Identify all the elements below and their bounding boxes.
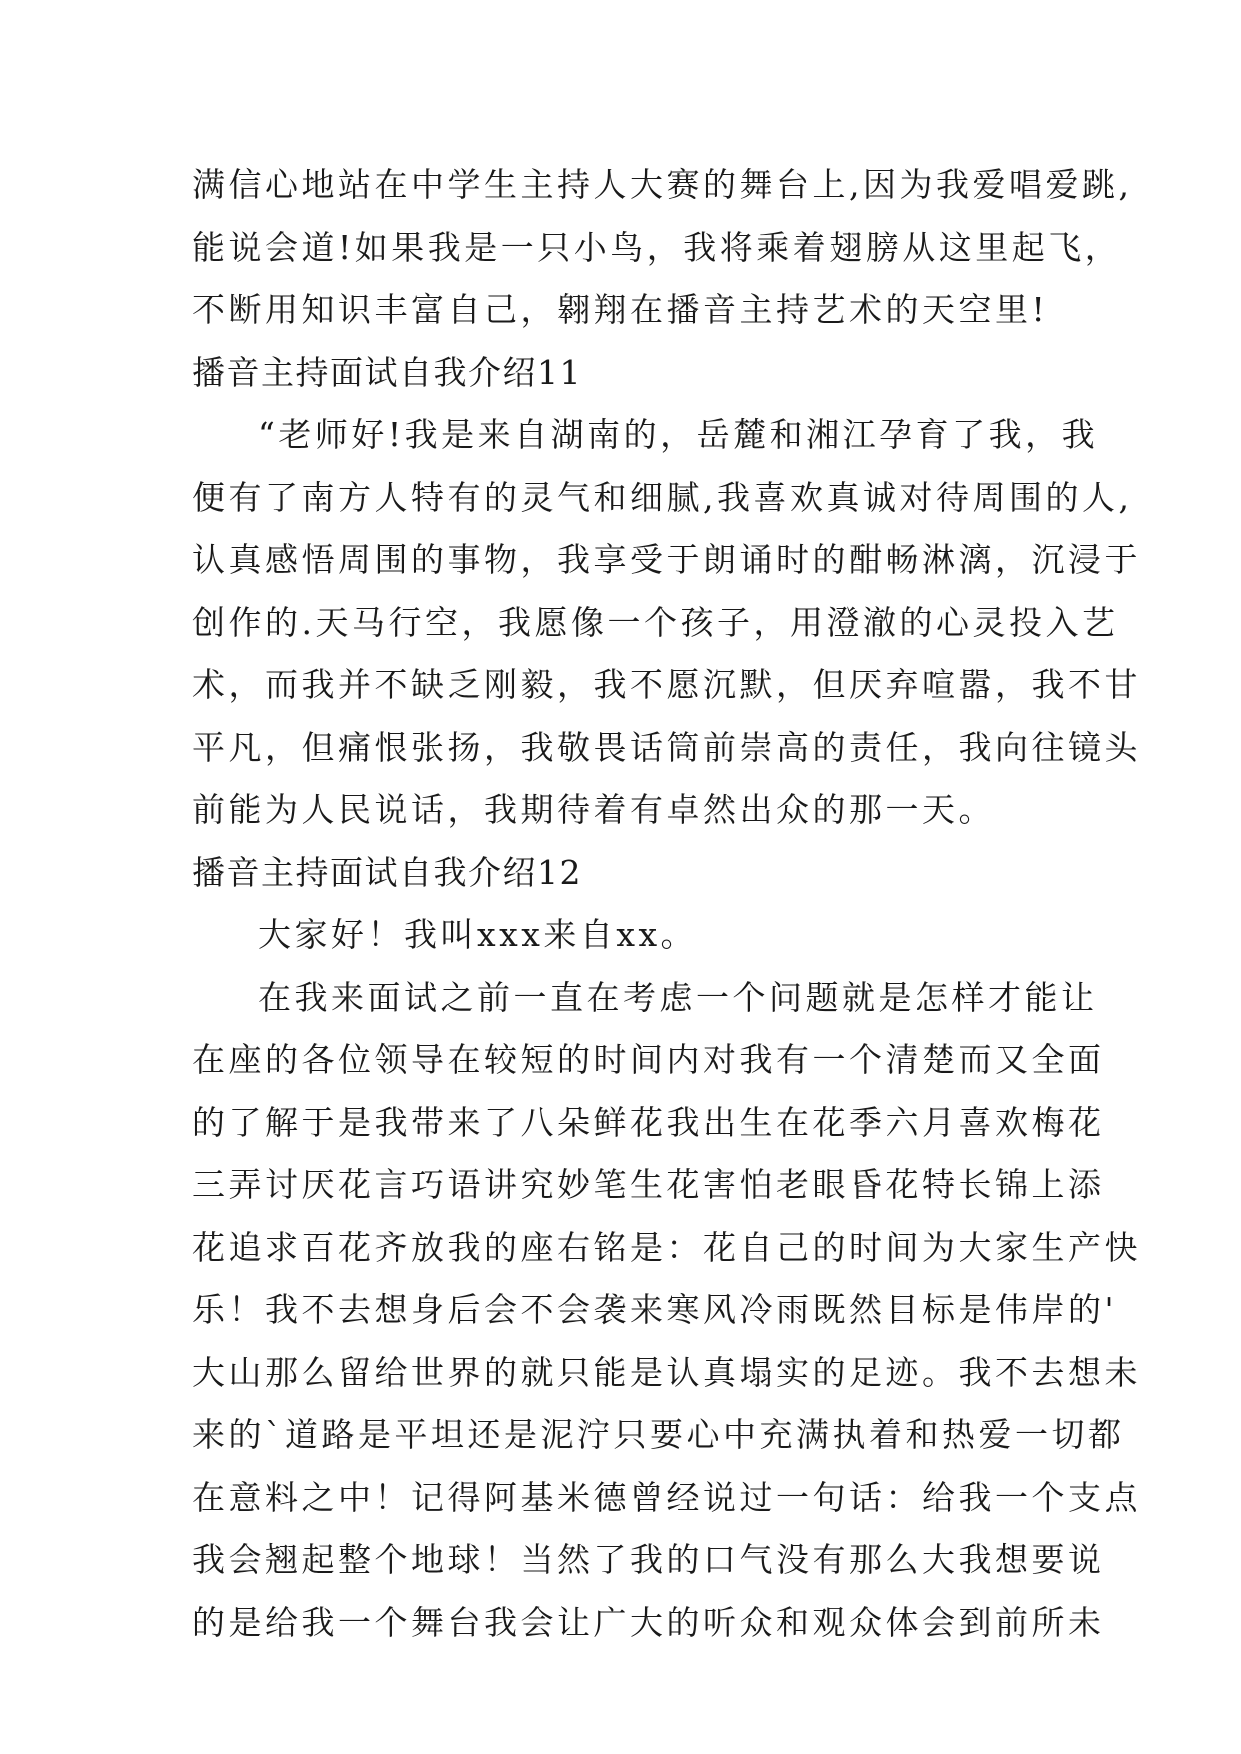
paragraph-line: 创作的.天马行空，我愿像一个孩子，用澄澈的心灵投入艺 xyxy=(192,602,1119,642)
paragraph-line: 来的`道路是平坦还是泥泞只要心中充满执着和热爱一切都 xyxy=(192,1415,1125,1454)
paragraph-line: 术，而我并不缺乏刚毅，我不愿沉默，但厌弃喧嚣，我不甘 xyxy=(192,665,1141,704)
paragraph-line: 乐！我不去想身后会不会袭来寒风冷雨既然目标是伟岸的' xyxy=(192,1290,1118,1329)
paragraph-line: 在意料之中！记得阿基米德曾经说过一句话：给我一个支点 xyxy=(192,1477,1141,1517)
paragraph-line: 大家好！我叫xxx来自xx。 xyxy=(258,915,698,954)
paragraph-line: 花追求百花齐放我的座右铭是：花自己的时间为大家生产快 xyxy=(192,1227,1141,1267)
paragraph-line: “老师好!我是来自湖南的，岳麓和湘江孕育了我，我 xyxy=(258,415,1099,454)
paragraph-line: 便有了南方人特有的灵气和细腻,我喜欢真诚对待周围的人, xyxy=(192,477,1133,517)
paragraph-line: 满信心地站在中学生主持人大赛的舞台上,因为我爱唱爱跳, xyxy=(192,165,1133,204)
paragraph-line: 平凡，但痛恨张扬，我敬畏话筒前崇高的责任，我向往镜头 xyxy=(192,727,1141,767)
paragraph-line: 的了解于是我带来了八朵鲜花我出生在花季六月喜欢梅花 xyxy=(192,1102,1105,1142)
paragraph-line: 的是给我一个舞台我会让广大的听众和观众体会到前所未 xyxy=(192,1602,1105,1642)
paragraph-line: 认真感悟周围的事物，我享受于朗诵时的酣畅淋漓，沉浸于 xyxy=(192,540,1141,579)
paragraph-line: 能说会道!如果我是一只小鸟，我将乘着翅膀从这里起飞， xyxy=(192,227,1122,267)
paragraph-line: 不断用知识丰富自己，翱翔在播音主持艺术的天空里! xyxy=(192,290,1049,329)
paragraph-line: 在我来面试之前一直在考虑一个问题就是怎样才能让 xyxy=(258,977,1098,1017)
section-heading: 播音主持面试自我介绍11 xyxy=(192,352,582,392)
paragraph-line: 我会翘起整个地球！当然了我的口气没有那么大我想要说 xyxy=(192,1540,1105,1579)
section-heading: 播音主持面试自我介绍12 xyxy=(192,852,582,892)
document-body xyxy=(192,165,1141,1665)
paragraph-line: 在座的各位领导在较短的时间内对我有一个清楚而又全面 xyxy=(192,1040,1105,1079)
paragraph-line: 大山那么留给世界的就只能是认真塌实的足迹。我不去想未 xyxy=(192,1352,1141,1392)
paragraph-line: 三弄讨厌花言巧语讲究妙笔生花害怕老眼昏花特长锦上添 xyxy=(192,1165,1105,1204)
paragraph-line: 前能为人民说话，我期待着有卓然出众的那一天。 xyxy=(192,790,995,829)
